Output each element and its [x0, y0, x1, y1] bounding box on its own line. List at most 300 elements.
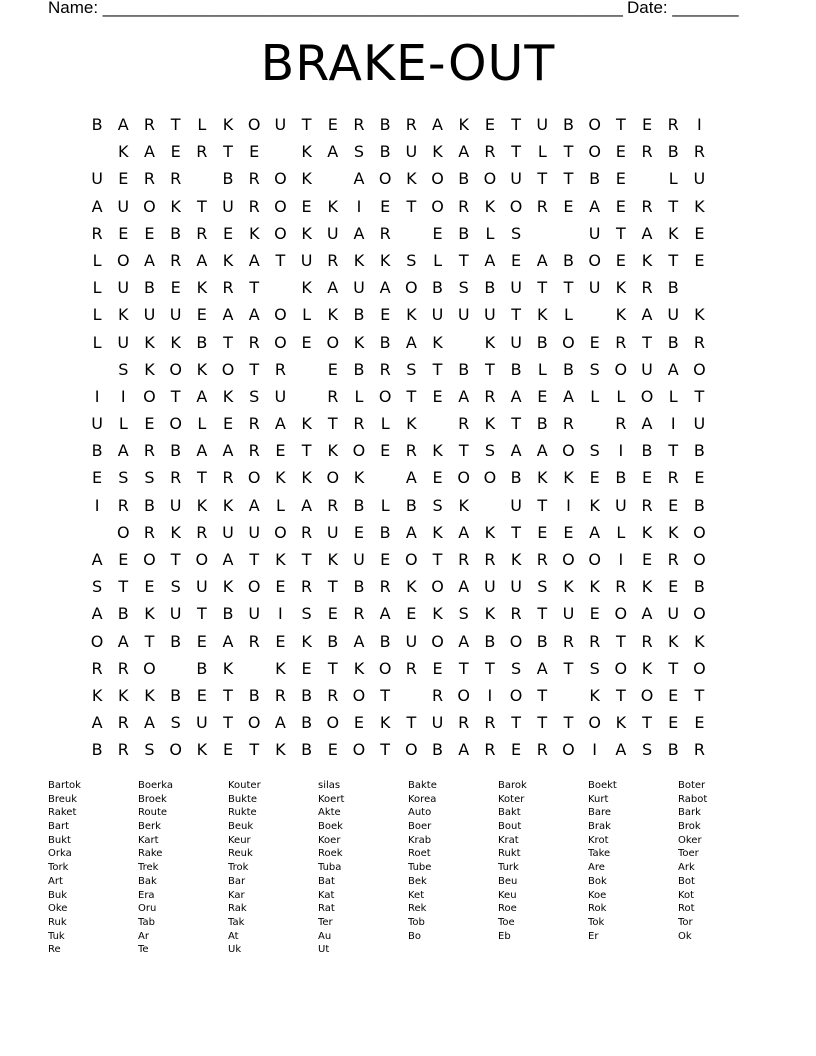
grid-cell: K — [353, 332, 365, 352]
grid-cell: K — [222, 115, 234, 134]
grid-cell: K — [379, 713, 391, 733]
grid-cell: K — [222, 250, 234, 270]
grid-cell: U — [274, 115, 287, 134]
grid-cell: U — [588, 223, 601, 243]
grid-cell: O — [562, 550, 575, 569]
grid-cell: E — [668, 495, 679, 515]
grid-cell — [477, 495, 503, 522]
grid-cell: I — [356, 196, 362, 216]
grid-cell: E — [589, 604, 600, 624]
grid-cell: O — [693, 604, 706, 624]
word-list-item: Tab — [138, 916, 155, 928]
grid-cell: S — [537, 577, 548, 597]
grid-cell: K — [667, 223, 679, 243]
grid-cell: L — [668, 169, 678, 189]
grid-cell: B — [458, 223, 470, 243]
grid-cell: A — [117, 441, 129, 461]
grid-cell: K — [563, 577, 574, 597]
grid-cell: T — [380, 685, 391, 705]
grid-cell: O — [143, 196, 156, 216]
word-list-item: Bukte — [228, 793, 258, 805]
word-list-item: Barok — [498, 780, 527, 791]
word-list-item: Beu — [498, 875, 518, 887]
grid-cell: E — [615, 250, 626, 270]
grid-cell: B — [353, 305, 365, 325]
grid-cell: K — [484, 332, 496, 352]
grid-cell: A — [667, 359, 679, 379]
grid-cell: O — [614, 359, 628, 379]
word-list-item: Rat — [318, 903, 335, 915]
grid-cell: R — [353, 414, 365, 434]
grid-cell: K — [694, 305, 705, 325]
grid-cell: T — [144, 631, 155, 651]
grid-cell: O — [352, 740, 366, 760]
grid-cell: T — [196, 604, 207, 624]
grid-cell: A — [91, 604, 103, 624]
grid-cell: T — [511, 414, 521, 434]
grid-cell: T — [668, 196, 679, 216]
grid-cell: R — [484, 386, 496, 406]
grid-cell: A — [91, 713, 103, 733]
grid-cell: E — [432, 386, 443, 406]
grid-cell: A — [143, 250, 155, 270]
grid-cell: B — [379, 142, 391, 162]
grid-cell: R — [405, 441, 417, 461]
grid-cell: E — [327, 740, 338, 760]
grid-cell: U — [248, 522, 261, 542]
word-list-item: Tube — [408, 862, 432, 874]
grid-cell: R — [327, 495, 339, 515]
word-list-item: Auto — [408, 807, 432, 819]
grid-cell: K — [196, 359, 208, 379]
grid-cell: O — [431, 169, 444, 189]
grid-cell: R — [248, 414, 260, 434]
word-list-item: Orka — [48, 848, 72, 860]
grid-cell: E — [301, 658, 312, 678]
grid-cell: R — [405, 115, 417, 134]
grid-cell — [84, 522, 110, 549]
grid-cell: L — [616, 386, 626, 406]
grid-cell — [555, 223, 581, 250]
grid-cell: B — [91, 441, 103, 461]
grid-cell: B — [196, 658, 208, 678]
grid-cell: K — [432, 142, 443, 162]
grid-cell: R — [117, 658, 129, 678]
grid-cell: A — [379, 604, 391, 624]
grid-cell: B — [301, 685, 313, 705]
grid-cell: O — [116, 250, 130, 270]
grid-cell: U — [169, 495, 182, 515]
grid-cell: R — [196, 223, 208, 243]
grid-cell: O — [274, 332, 287, 352]
grid-cell: U — [117, 196, 130, 216]
grid-cell: E — [432, 468, 443, 488]
grid-cell: U — [326, 223, 339, 243]
grid-cell: O — [195, 550, 209, 569]
grid-cell: U — [457, 305, 470, 325]
word-list-item: Bok — [588, 875, 607, 887]
grid-cell: S — [406, 359, 417, 379]
word-list-item: Turk — [498, 862, 519, 874]
grid-cell: L — [275, 495, 285, 515]
grid-cell: K — [275, 658, 286, 678]
grid-cell: O — [326, 468, 340, 488]
grid-cell: K — [615, 713, 627, 733]
grid-cell: L — [668, 386, 678, 406]
word-list-item: Rabot — [678, 793, 708, 805]
grid-cell: T — [458, 250, 469, 270]
grid-cell: R — [641, 196, 653, 216]
grid-cell: K — [667, 631, 679, 651]
grid-cell: O — [614, 604, 628, 624]
header — [48, 0, 748, 21]
word-list-item: Raket — [48, 807, 77, 819]
grid-cell: A — [432, 115, 443, 134]
grid-cell: K — [484, 196, 496, 216]
word-list — [48, 779, 768, 957]
grid-cell: O — [143, 550, 156, 569]
grid-cell — [267, 277, 293, 304]
word-list-item: Kart — [138, 834, 159, 846]
grid-cell: K — [327, 550, 339, 569]
grid-cell: O — [431, 196, 444, 216]
grid-cell: L — [118, 414, 128, 434]
word-list-item: Tob — [408, 916, 425, 928]
grid-cell — [529, 223, 555, 250]
grid-cell: T — [511, 713, 521, 733]
grid-cell: E — [275, 631, 286, 651]
grid-cell: T — [196, 196, 207, 216]
grid-cell: B — [510, 468, 522, 488]
grid-cell: A — [536, 250, 548, 270]
grid-cell: K — [641, 250, 653, 270]
grid-cell: T — [301, 441, 312, 461]
grid-cell: A — [405, 522, 417, 542]
grid-cell: B — [353, 495, 365, 515]
grid-cell: E — [406, 604, 417, 624]
grid-cell: K — [170, 196, 181, 216]
grid-cell: T — [511, 142, 521, 162]
grid-cell: T — [301, 115, 312, 134]
grid-cell: K — [458, 495, 469, 515]
word-list-item: Korea — [408, 793, 437, 805]
grid-cell: R — [484, 713, 496, 733]
grid-cell: B — [248, 685, 260, 705]
grid-cell: S — [249, 386, 260, 406]
grid-cell: A — [589, 196, 601, 216]
grid-cell: E — [615, 169, 626, 189]
grid-cell: R — [484, 550, 496, 569]
grid-cell: A — [274, 713, 286, 733]
word-list-item: Kouter — [228, 780, 261, 791]
grid-cell: B — [301, 740, 313, 760]
grid-cell: B — [117, 604, 129, 624]
word-list-item: Keu — [498, 889, 517, 901]
grid-cell: K — [170, 522, 181, 542]
grid-cell: B — [562, 250, 574, 270]
grid-cell: L — [485, 223, 495, 243]
grid-cell: K — [301, 223, 312, 243]
grid-cell: B — [405, 495, 417, 515]
grid-cell: B — [327, 631, 339, 651]
grid-cell: A — [510, 441, 522, 461]
word-list-item: Toer — [678, 848, 699, 860]
grid-cell: U — [667, 305, 680, 325]
grid-cell: E — [118, 223, 129, 243]
grid-cell: A — [143, 142, 155, 162]
grid-cell: O — [588, 550, 601, 569]
word-list-item: Koert — [318, 793, 345, 805]
grid-cell: A — [274, 414, 286, 434]
grid-cell: I — [278, 604, 283, 624]
grid-cell: T — [406, 196, 417, 216]
grid-cell: A — [510, 386, 522, 406]
grid-cell: A — [458, 577, 470, 597]
grid-cell: K — [379, 250, 391, 270]
grid-cell: B — [379, 115, 391, 134]
grid-cell: R — [536, 550, 548, 569]
grid-cell: O — [247, 713, 261, 733]
grid-cell: U — [353, 550, 365, 569]
grid-cell: L — [302, 305, 312, 325]
grid-cell: O — [274, 196, 287, 216]
grid-cell: R — [458, 550, 470, 569]
grid-cell: T — [380, 740, 391, 760]
grid-cell: K — [301, 468, 312, 488]
grid-cell: K — [275, 550, 286, 569]
grid-cell: K — [432, 604, 443, 624]
grid-cell: R — [117, 495, 129, 515]
grid-cell — [84, 141, 110, 168]
grid-cell: B — [458, 359, 470, 379]
grid-cell: R — [615, 414, 627, 434]
grid-cell: K — [301, 631, 312, 651]
grid-cell: B — [170, 631, 182, 651]
grid-cell: K — [641, 577, 653, 597]
grid-cell: S — [92, 577, 103, 597]
word-list-item: Bek — [408, 875, 427, 887]
word-list-item: Rukt — [498, 848, 521, 860]
grid-cell: R — [274, 359, 286, 379]
grid-cell: O — [143, 658, 156, 678]
grid-cell: R — [615, 577, 627, 597]
grid-cell: E — [589, 468, 600, 488]
grid-cell: L — [354, 386, 364, 406]
grid-cell: S — [144, 468, 155, 488]
grid-cell — [686, 277, 712, 304]
grid-cell: R — [431, 685, 444, 705]
grid-cell: T — [537, 604, 548, 624]
grid-cell: O — [562, 441, 575, 461]
grid-cell: L — [92, 278, 102, 298]
grid-cell: B — [222, 604, 234, 624]
word-list-item: Trek — [138, 862, 159, 874]
word-list-item: Bar — [228, 875, 246, 887]
grid-cell: T — [275, 250, 286, 270]
grid-cell: U — [117, 278, 130, 298]
grid-cell: S — [458, 278, 469, 298]
date-field-label: Date: _______ — [627, 0, 739, 17]
grid-cell: R — [117, 713, 129, 733]
grid-cell: E — [615, 196, 626, 216]
grid-cell: E — [511, 740, 522, 760]
grid-cell: O — [169, 740, 182, 760]
grid-cell: U — [405, 142, 418, 162]
grid-cell: S — [458, 604, 469, 624]
word-list-item: Boerka — [138, 780, 173, 791]
grid-cell: A — [405, 332, 417, 352]
grid-cell: I — [618, 441, 624, 461]
grid-cell — [582, 413, 608, 440]
grid-cell: B — [536, 414, 548, 434]
grid-cell: T — [615, 115, 626, 134]
grid-cell: L — [197, 115, 207, 134]
word-list-item: Ark — [678, 862, 695, 874]
grid-cell: K — [458, 115, 469, 134]
grid-cell: A — [143, 713, 155, 733]
grid-cell: O — [247, 115, 261, 134]
word-list-item: Tork — [48, 862, 69, 874]
grid-cell: E — [380, 550, 391, 569]
grid-cell: T — [458, 658, 469, 678]
grid-cell: E — [275, 441, 286, 461]
grid-cell: A — [222, 631, 234, 651]
grid-cell: A — [327, 142, 339, 162]
grid-cell: O — [378, 169, 392, 189]
grid-cell: K — [353, 250, 365, 270]
grid-cell: E — [694, 223, 705, 243]
grid-cell: O — [378, 386, 392, 406]
grid-cell: B — [589, 169, 601, 189]
word-list-item: Rek — [408, 903, 427, 915]
grid-cell: U — [510, 169, 522, 189]
grid-cell — [555, 685, 581, 712]
word-list-item: Er — [588, 930, 599, 942]
grid-cell: T — [563, 169, 574, 189]
grid-cell: T — [668, 250, 679, 270]
grid-cell: B — [536, 332, 548, 352]
grid-cell: A — [589, 522, 601, 542]
grid-cell: T — [432, 359, 443, 379]
grid-cell: O — [274, 169, 287, 189]
grid-cell: B — [615, 468, 627, 488]
grid-cell: O — [90, 631, 104, 651]
grid-cell: E — [118, 169, 129, 189]
grid-cell: B — [170, 685, 182, 705]
grid-cell: E — [222, 223, 234, 243]
grid-cell: B — [484, 631, 496, 651]
grid-cell: K — [222, 495, 234, 515]
grid-cell: K — [353, 658, 365, 678]
grid-cell: I — [618, 550, 624, 569]
grid-cell: K — [144, 604, 155, 624]
grid-cell: A — [458, 142, 470, 162]
grid-cell — [241, 658, 267, 685]
grid-cell: O — [509, 196, 523, 216]
grid-cell: R — [143, 522, 156, 542]
grid-cell: T — [485, 658, 495, 678]
grid-cell: U — [248, 604, 261, 624]
grid-cell: T — [170, 550, 181, 569]
grid-cell: U — [693, 414, 706, 434]
grid-cell: K — [301, 142, 312, 162]
grid-cell: K — [196, 278, 208, 298]
grid-cell: L — [380, 414, 390, 434]
grid-cell: O — [588, 250, 601, 270]
grid-cell: R — [248, 196, 260, 216]
grid-cell: O — [693, 522, 706, 542]
grid-cell: U — [614, 495, 627, 515]
grid-cell: U — [641, 359, 653, 379]
grid-cell: T — [511, 115, 521, 134]
grid-cell: A — [484, 250, 496, 270]
grid-cell: R — [274, 685, 286, 705]
word-list-item: Rak — [228, 903, 247, 915]
word-list-item: Kurt — [588, 793, 609, 805]
grid-cell: O — [693, 550, 706, 569]
grid-cell: A — [117, 631, 129, 651]
grid-cell: A — [301, 495, 313, 515]
grid-cell: R — [510, 604, 522, 624]
grid-cell — [634, 168, 660, 195]
word-list-item: Bakt — [498, 807, 521, 819]
grid-cell: R — [301, 522, 313, 542]
grid-cell: K — [537, 468, 548, 488]
word-list-item: Take — [588, 848, 611, 860]
word-list-item: Berk — [138, 821, 161, 833]
grid-cell: U — [300, 250, 313, 270]
grid-cell: A — [91, 550, 103, 569]
grid-cell: O — [614, 658, 628, 678]
puzzle-title: BRAKE-OUT — [260, 35, 556, 92]
grid-cell: A — [353, 631, 365, 651]
grid-cell: E — [92, 468, 103, 488]
grid-cell: U — [353, 278, 365, 298]
word-list-item: Tor — [678, 916, 693, 928]
word-list-item: Bout — [498, 821, 522, 833]
word-list-item: Trok — [228, 862, 249, 874]
grid-cell: R — [248, 631, 260, 651]
grid-cell: R — [562, 414, 575, 434]
grid-cell: E — [694, 250, 705, 270]
grid-cell: S — [432, 495, 443, 515]
word-list-item: Breuk — [48, 793, 78, 805]
grid-cell: T — [615, 631, 626, 651]
grid-cell: K — [301, 169, 312, 189]
grid-cell: K — [406, 414, 417, 434]
grid-cell: T — [537, 495, 548, 515]
grid-cell: R — [641, 631, 653, 651]
grid-cell: L — [92, 305, 102, 325]
grid-cell: K — [170, 332, 181, 352]
grid-cell: R — [667, 550, 679, 569]
grid-cell: A — [222, 550, 234, 569]
word-list-item: Tak — [228, 916, 245, 928]
grid-cell: A — [353, 223, 365, 243]
grid-cell — [294, 386, 320, 413]
grid-cell: R — [693, 142, 705, 162]
word-list-item: Bukt — [48, 834, 71, 846]
grid-cell: B — [353, 577, 365, 597]
grid-cell: S — [353, 142, 365, 162]
grid-cell: T — [458, 441, 469, 461]
grid-cell: O — [640, 685, 654, 705]
grid-cell: E — [249, 142, 260, 162]
grid-cell: U — [91, 169, 103, 189]
grid-cell: U — [667, 604, 680, 624]
grid-cell: B — [562, 115, 574, 134]
grid-cell: K — [248, 223, 260, 243]
